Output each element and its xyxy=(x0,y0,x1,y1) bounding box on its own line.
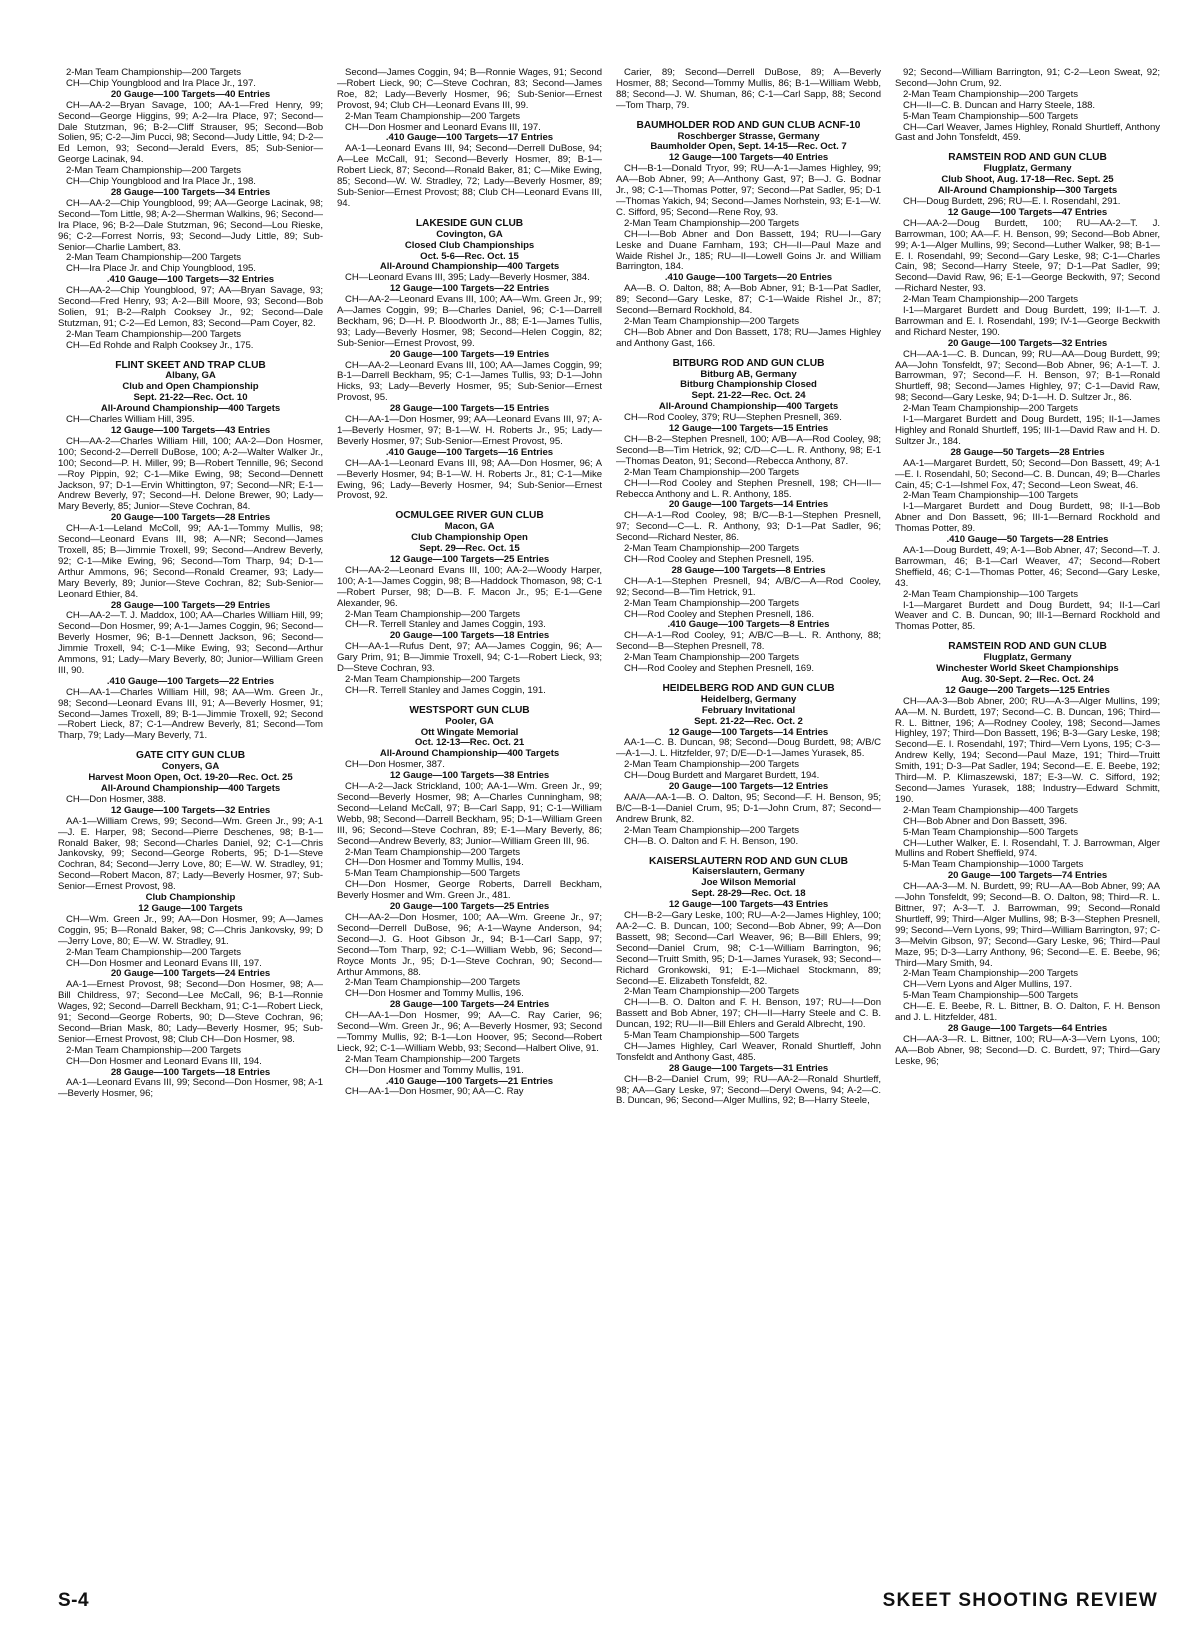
result-text: CH—AA-1—Charles William Hill, 98; AA—Wm. Green Jr., 98; Second—Leonard Evans III, 91; A—Beverly Hosmer, 91; Second—James Troxell, 89; B-1—Jimmie Troxell, 92; Second—Robert Lieck, 87; C-1—Andrew Beverly, 81; Second—Tom Tharp, 79; Lady—Mary Beverly, 71. xyxy=(58,686,323,742)
result-text: CH—Rod Cooley, 379; RU—Stephen Presnell, 369. xyxy=(624,412,842,424)
event-heading: All-Around Championship—400 Targets xyxy=(658,401,839,413)
result-text: 5-Man Team Championship—500 Targets xyxy=(345,868,520,880)
result-text: CH—I—B. O. Dalton and F. H. Benson, 197; RU—I—Don Bassett and Bob Abner, 197; CH—II—Harry Steele and C. B. Duncan, 192; RU—II—Bill Ehlers and Gerald Albrecht, 190. xyxy=(616,997,881,1031)
result-text: CH—A-2—Jack Strickland, 100; AA-1—Wm. Green Jr., 99; Second—Beverly Hosmer, 98; A—Charles Cunningham, 98; Second—Leland McCall, 97; B—Carl Sapp, 91; C-1—William Webb, 98; Second—Darrell Beckham, 95; D-1—William Green III, 96; Second—Steve Cochran, 89; E-1—Mary Beverly, 86; Second—Andrew Beverly, 83; Junior—William Green III, 96. xyxy=(337,781,602,847)
result-text: AA-1—Ernest Provost, 98; Second—Don Hosmer, 98; A—Bill Childress, 97; Second—Lee McCall, 96; B-1—Ronnie Wages, 92; Second—Darrell Beckham, 91; C-1—Robert Lieck, 91; Second—George Roberts, 90; D—Steve Cochran, 96; Second—Brian Mask, 80; Lady—Beverly Hosmer, 95; Sub-Senior—Ernest Provost, 98; Club CH—Don Hosmer, 98. xyxy=(58,979,323,1045)
event-heading: 20 Gauge—100 Targets—24 Entries xyxy=(110,968,271,980)
event-heading: Macon, GA xyxy=(444,521,495,533)
result-text: 2-Man Team Championship—200 Targets xyxy=(66,68,241,78)
event-heading: Joe Wilson Memorial xyxy=(701,877,796,889)
event-heading: 12 Gauge—100 Targets—43 Entries xyxy=(110,425,271,436)
result-text: CH—E. E. Beebe, R. L. Bittner, B. O. Dalton, F. H. Benson and J. L. Hitzfelder, 481. xyxy=(895,1001,1160,1024)
event-heading: Oct. 5-6—Rec. Oct. 15 xyxy=(420,250,519,262)
result-text: CH—AA-2—Charles William Hill, 100; AA-2—Don Hosmer, 100; Second-2—Derrell DuBose, 100; A-2—Walter Walker Jr., 100; Second—P. H. Miller, 99; B—Robert Tennille, 96; Second—Roy Pippin, 92; C-1—Mike Ewing, 98; Second—Dennett Jackson, 97; D-1—Ervin Whittington, 97; Second—NR; E-1—Andrew Beverly, 97; Second—H. Delone Brewer, 90; Lady—Mary Beverly, 85; Junior—Steve Cochran, 84. xyxy=(58,435,323,513)
result-text: CH—AA-1—Leonard Evans III, 98; AA—Don Hosmer, 96; A—Beverly Hosmer, 94; B-1—W. H. Roberts Jr., 81; C-1—Mike Ewing, 96; Lady—Beverly Hosmer, 94; Sub-Senior—Ernest Provost, 92. xyxy=(337,457,602,502)
event-heading: .410 Gauge—100 Targets—20 Entries xyxy=(664,272,833,284)
club-name: LAKESIDE GUN CLUB xyxy=(415,217,524,229)
event-heading: 20 Gauge—100 Targets—12 Entries xyxy=(668,781,829,793)
results-columns xyxy=(58,68,1160,1578)
result-text: 2-Man Team Championship—200 Targets xyxy=(903,403,1078,415)
result-text: CH—B. O. Dalton and F. H. Benson, 190. xyxy=(624,835,799,847)
event-heading: February Invitational xyxy=(701,704,796,716)
event-heading: 28 Gauge—100 Targets—8 Entries xyxy=(671,564,826,576)
event-heading: Club and Open Championship xyxy=(122,381,259,393)
event-heading: 12 Gauge—100 Targets—43 Entries xyxy=(668,899,829,911)
event-heading: .410 Gauge—100 Targets—17 Entries xyxy=(385,132,554,144)
result-text: 2-Man Team Championship—200 Targets xyxy=(624,543,799,555)
event-heading: Baumholder Open, Sept. 14-15—Rec. Oct. 7 xyxy=(650,141,847,153)
result-text: CH—Vern Lyons and Alger Mullins, 197. xyxy=(903,979,1072,991)
result-text: CH—B-2—Gary Leske, 100; RU—A-2—James Highley, 100; AA-2—C. B. Duncan, 100; Second—Bob Abner, 99; A—Don Bassett, 98; Second—Carl Weaver, 96; B—Bill Ehlers, 99; Second—Daniel Crum, 98; C-1—William Barrington, 96; Second—Truitt Smith, 95; D-1—James Yurasek, 93; Second—Richard Gronkowski, 91; E-1—Michael Stockmann, 89; Second—E. Elizabeth Tonsfeldt, 82. xyxy=(616,910,881,987)
result-text: CH—Charles William Hill, 395. xyxy=(66,414,195,426)
result-text: CH—Rod Cooley and Stephen Presnell, 195. xyxy=(624,553,814,565)
result-text: CH—Bob Abner and Don Bassett, 178; RU—James Highley and Anthony Gast, 166. xyxy=(616,326,881,349)
result-text: CH—Rod Cooley and Stephen Presnell, 186. xyxy=(624,608,814,620)
result-text: 2-Man Team Championship—200 Targets xyxy=(345,1053,520,1065)
result-text: 2-Man Team Championship—200 Targets xyxy=(624,652,799,664)
result-text: AA-1—William Crews, 99; Second—Wm. Green Jr., 99; A-1—J. E. Harper, 98; Second—Pierre Deschenes, 98; B-1—Ronald Baker, 98; Second—Charles Daniel, 92; C-1—Chris Jankovsky, 99; Second—George Roberts, 95; D-1—Steve Cochran, 84; Second—Jerry Love, 80; E—W. W. Stradley, 91; Second—Robert Macon, 87; Lady—Beverly Hosmer, 97; Sub-Senior—Ernest Provost, 98. xyxy=(58,815,323,893)
result-text: CH—Ira Place Jr. and Chip Youngblood, 195. xyxy=(66,263,256,275)
event-heading: Heidelberg, Germany xyxy=(700,693,797,705)
publication-name: SKEET SHOOTING REVIEW xyxy=(882,1590,1158,1611)
event-heading: .410 Gauge—100 Targets—8 Entries xyxy=(667,619,830,631)
event-heading: 12 Gauge—100 Targets—47 Entries xyxy=(947,206,1108,218)
result-text: 2-Man Team Championship—200 Targets xyxy=(345,110,520,122)
event-heading: 12 Gauge—100 Targets—40 Entries xyxy=(668,152,829,164)
result-text: CH—Doug Burdett and Margaret Burdett, 194. xyxy=(624,770,820,782)
result-text: CH—Don Hosmer, 387. xyxy=(345,759,445,771)
event-heading: Roschberger Strasse, Germany xyxy=(677,130,820,142)
result-text: I-1—Margaret Burdett and Doug Burdett, 199; II-1—T. J. Barrowman and E. I. Rosendahl, 199; IV-1—George Beckwith and Richard Nester, 190. xyxy=(895,305,1160,338)
event-heading: All-Around Championship—400 Targets xyxy=(100,403,281,415)
result-text: CH—Doug Burdett, 296; RU—E. I. Rosendahl, 291. xyxy=(903,195,1121,207)
club-name: RAMSTEIN ROD AND GUN CLUB xyxy=(948,641,1107,653)
result-text: CH—Rod Cooley and Stephen Presnell, 169. xyxy=(624,663,814,675)
event-heading: 12 Gauge—100 Targets—32 Entries xyxy=(110,804,271,816)
column-2 xyxy=(337,68,602,1578)
result-text: 2-Man Team Championship—100 Targets xyxy=(903,490,1078,502)
result-text: 2-Man Team Championship—200 Targets xyxy=(345,846,520,858)
event-heading: 12 Gauge—200 Targets—125 Entries xyxy=(945,684,1110,696)
result-text: CH—Ed Rohde and Ralph Cooksey Jr., 175. xyxy=(66,339,254,351)
event-heading: Conyers, GA xyxy=(161,761,220,773)
event-heading: 28 Gauge—50 Targets—28 Entries xyxy=(950,446,1105,458)
result-text: CH—AA-2—Bryan Savage, 100; AA-1—Fred Henry, 99; Second—George Higgins, 99; A-2—Ira Place, 97; Second—Dale Stutzman, 96; B-2—Cliff Strauser, 95; Second—Bob Solien, 95; C-2—Jim Pucci, 98; Second—Judy Little, 94; D-2—Ed Lemon, 93; Second—Jerald Evers, 85; Sub-Senior—George Lacinak, 94. xyxy=(58,99,323,166)
event-heading: Aug. 30-Sept. 2—Rec. Oct. 24 xyxy=(961,673,1094,685)
event-heading: 12 Gauge—100 Targets—15 Entries xyxy=(668,423,829,435)
result-text: 2-Man Team Championship—200 Targets xyxy=(345,673,520,685)
event-heading: Sept. 21-22—Rec. Oct. 24 xyxy=(691,390,806,402)
result-text: CH—AA-1—Don Hosmer, 90; AA—C. Ray xyxy=(345,1086,524,1098)
result-text: 2-Man Team Championship—200 Targets xyxy=(624,759,799,771)
event-heading: 20 Gauge—100 Targets—25 Entries xyxy=(389,901,550,913)
result-text: 5-Man Team Championship—500 Targets xyxy=(903,110,1078,122)
result-text: CH—Don Hosmer and Tommy Mullis, 191. xyxy=(345,1064,524,1076)
result-text: CH—AA-1—Don Hosmer, 99; AA—C. Ray Carier, 96; Second—Wm. Green Jr., 96; A—Beverly Hosmer, 93; Second—Tommy Mullis, 92; B-1—Lon Hoover, 95; Second—Robert Lieck, 92; C-1—William Webb, 93; Second—Halbert Olive, 91. xyxy=(337,1010,602,1054)
event-heading: Closed Club Championships xyxy=(404,239,535,251)
result-text: CH—AA-1—Don Hosmer, 99; AA—Leonard Evans III, 97; A-1—Beverly Hosmer, 97; B-1—W. H. Roberts Jr., 95; Lady—Beverly Hosmer, 97; Sub-Senior—Ernest Provost, 95. xyxy=(337,414,602,447)
event-heading: Ott Wingate Memorial xyxy=(420,726,519,738)
event-heading: Sept. 21-22—Rec. Oct. 2 xyxy=(694,715,803,727)
result-text: AA-1—C. B. Duncan, 98; Second—Doug Burdett, 98; A/B/C—A-1—J. L. Hitzfelder, 97; D/E—D-1—James Yurasek, 85. xyxy=(616,737,881,760)
result-text: CH—II—C. B. Duncan and Harry Steele, 188. xyxy=(903,99,1096,111)
result-text: 2-Man Team Championship—200 Targets xyxy=(624,824,799,836)
event-heading: 20 Gauge—100 Targets—14 Entries xyxy=(668,499,829,511)
result-text: I-1—Margaret Burdett and Doug Burdett, 94; II-1—Carl Weaver and C. B. Duncan, 90; III-1—Bernard Rockhold and Thomas Potter, 85. xyxy=(895,599,1160,633)
result-text: CH—Chip Youngblood and Ira Place Jr., 198. xyxy=(66,176,256,188)
event-heading: Bitburg AB, Germany xyxy=(700,368,797,380)
result-text: 2-Man Team Championship—200 Targets xyxy=(903,968,1078,980)
result-text: CH—R. Terrell Stanley and James Coggin, 191. xyxy=(345,684,546,696)
event-heading: .410 Gauge—100 Targets—21 Entries xyxy=(385,1075,554,1087)
result-text: CH—I—Bob Abner and Don Bassett, 194; RU—I—Gary Leske and Duane Farnham, 193; CH—II—Paul Maze and Waide Rishel Jr., 185; RU—II—Lowell Goins Jr. and William Barrington, 184. xyxy=(616,228,881,273)
event-heading: Pooler, GA xyxy=(445,715,494,727)
result-text: Carier, 89; Second—Derrell DuBose, 89; A—Beverly Hosmer, 88; Second—Tommy Mullis, 86; B-1—William Webb, 88; Second—J. W. Shuman, 86; C-1—Carl Sapp, 88; Second—Tom Tharp, 79. xyxy=(616,68,881,111)
result-text: AA—B. O. Dalton, 88; A—Bob Abner, 91; B-1—Pat Sadler, 89; Second—Gary Leske, 87; C-1—Waide Rishel Jr., 87; Second—Bernard Rockhold, 84. xyxy=(616,283,881,317)
result-text: I-1—Margaret Burdett and Doug Burdett, 98; II-1—Bob Abner and Don Bassett, 96; III-1—Bernard Rockhold and Thomas Potter, 89. xyxy=(895,501,1160,535)
event-heading: 28 Gauge—100 Targets—18 Entries xyxy=(110,1066,271,1078)
result-text: 2-Man Team Championship—200 Targets xyxy=(624,597,799,609)
club-name: GATE CITY GUN CLUB xyxy=(135,750,246,762)
event-heading: Sept. 29—Rec. Oct. 15 xyxy=(419,543,520,555)
column-4 xyxy=(895,68,1160,1578)
event-heading: Flugplatz, Germany xyxy=(983,163,1072,175)
result-text: 2-Man Team Championship—200 Targets xyxy=(624,217,799,229)
event-heading: Club Shoot, Aug. 17-18—Rec. Sept. 25 xyxy=(941,174,1114,186)
event-heading: Flugplatz, Germany xyxy=(983,652,1072,664)
page-number: S-4 xyxy=(58,1590,90,1611)
result-text: CH—Luther Walker, E. I. Rosendahl, T. J. Barrowman, Alger Mullins and Robert Sheffield, 974. xyxy=(895,837,1160,860)
result-text: 2-Man Team Championship—200 Targets xyxy=(66,946,241,958)
result-text: CH—Leonard Evans III, 395; Lady—Beverly Hosmer, 384. xyxy=(345,272,590,284)
event-heading: 20 Gauge—100 Targets—28 Entries xyxy=(110,512,271,524)
result-text: CH—AA-2—Leonard Evans III, 100; AA—James Coggin, 99; B-1—Darrell Beckham, 95; C-1—James Tullis, 93; D-1—John Hicks, 93; Lady—Beverly Hosmer, 95; Sub-Senior—Ernest Provost, 95. xyxy=(337,359,602,404)
result-text: CH—AA-2—T. J. Maddox, 100; AA—Charles William Hill, 99; Second—Don Hosmer, 99; A-1—James Coggin, 96; Second—Beverly Hosmer, 96; B-1—Dennett Jackson, 96; Second—Jimmie Troxell, 94; C-1—Mike Ewing, 93; Second—Arthur Ammons, 91; Lady—Mary Beverly, 80; Junior—William Green III, 90. xyxy=(58,610,323,676)
result-text: 2-Man Team Championship—200 Targets xyxy=(66,252,241,264)
result-text: 2-Man Team Championship—200 Targets xyxy=(903,294,1078,306)
event-heading: 28 Gauge—100 Targets—31 Entries xyxy=(668,1062,829,1074)
result-text: CH—AA-1—Rufus Dent, 97; AA—James Coggin, 96; A—Gary Prim, 91; B—Jimmie Troxell, 94; C-1—Robert Lieck, 93; D—Steve Cochran, 93. xyxy=(337,641,602,675)
event-heading: 28 Gauge—100 Targets—34 Entries xyxy=(110,186,271,198)
event-heading: Club Championship Open xyxy=(411,532,528,544)
result-text: CH—A-1—Leland McColl, 99; AA-1—Tommy Mullis, 98; Second—Leonard Evans III, 98; A—NR; Second—James Troxell, 85; B—Jimmie Troxell, 99; Second—Andrew Beverly, 92; C-1—Mike Ewing, 96; Second—Tom Tharp, 94; D-1—Arthur Ammons, 96; Second—Ronald Creamer, 93; Lady—Mary Beverly, 89; Junior—Steve Cochran, 82; Sub-Senior—Leonard Ethier, 84. xyxy=(58,523,323,600)
result-text: 2-Man Team Championship—200 Targets xyxy=(903,88,1078,100)
result-text: CH—A-1—Rod Cooley, 98; B/C—B-1—Stephen Presnell, 97; Second—C—L. R. Anthony, 93; D-1—Pat Sadler, 96; Second—Richard Nester, 86. xyxy=(616,510,881,544)
result-text: 5-Man Team Championship—1000 Targets xyxy=(903,859,1084,871)
result-text: 2-Man Team Championship—200 Targets xyxy=(66,165,241,177)
club-name: HEIDELBERG ROD AND GUN CLUB xyxy=(662,682,835,694)
event-heading: 12 Gauge—100 Targets—14 Entries xyxy=(668,726,829,738)
result-text: CH—B-2—Daniel Crum, 99; RU—AA-2—Ronald Shurtleff, 98; AA—Gary Leske, 97; Second—Deryl Owens, 94; A-2—C. B. Duncan, 96; Second—Alger Mullins, 92; B—Harry Steele, xyxy=(616,1073,881,1107)
result-text: CH—AA-2—Doug Burdett, 100; RU—AA-2—T. J. Barrowman, 100; AA—F. H. Benson, 99; Second—Bob Abner, 99; A-1—Alger Mullins, 99; Second—Luther Walker, 98; B-1—E. I. Rosendahl, 99; Second—Gary Leske, 98; C-1—Charles Cain, 98; Second—Harry Steele, 97; D-1—Pat Sadler, 99; Second—David Raw, 96; E-1—George Beckwith, 97; Second—Richard Nester, 93. xyxy=(895,217,1160,295)
result-text: 5-Man Team Championship—500 Targets xyxy=(903,826,1078,838)
result-text: CH—AA-2—Chip Youngblood, 99; AA—George Lacinak, 98; Second—Tom Little, 98; A-2—Sherman Walkins, 96; Second—Ira Place, 96; B-2—Dale Stutzman, 96; Second—Lou Rieske, 96; C-2—Forrest Norris, 93; Second—Judy Little, 89; Sub-Senior—Charlie Lambert, 83. xyxy=(58,197,323,253)
result-text: CH—B-1—Donald Tryor, 99; RU—A-1—James Highley, 99; AA—Bob Abner, 99; A—Anthony Gast, 97; B—J. G. Bodnar Jr., 98; C-1—Thomas Potter, 97; Second—Pat Sadler, 95; D-1—Thomas Yakich, 94; Second—James Norhstein, 93; E-1—W. C. Sifford, 95; Second—Rene Roy, 93. xyxy=(616,163,881,218)
result-text: CH—Wm. Green Jr., 99; AA—Don Hosmer, 99; A—James Coggin, 95; B—Ronald Baker, 98; C—Chris Jankovsky, 99; D—Jerry Love, 80; E—W. W. Stradley, 91. xyxy=(58,913,323,947)
event-heading: 28 Gauge—100 Targets—64 Entries xyxy=(947,1022,1108,1034)
event-heading: Bitburg Championship Closed xyxy=(680,379,817,391)
event-heading: .410 Gauge—100 Targets—16 Entries xyxy=(385,446,554,458)
event-heading: 20 Gauge—100 Targets—19 Entries xyxy=(389,348,550,360)
result-text: 2-Man Team Championship—200 Targets xyxy=(66,1044,241,1056)
event-heading: Sept. 28-29—Rec. Oct. 18 xyxy=(691,888,806,900)
result-text: 2-Man Team Championship—100 Targets xyxy=(903,588,1078,600)
event-heading: Kaiserslautern, Germany xyxy=(692,866,805,878)
result-text: AA-1—Margaret Burdett, 50; Second—Don Bassett, 49; A-1—E. I. Rosendahl, 50; Second—C. B. Duncan, 49; B—Charles Cain, 45; C-1—Ishmel Fox, 47; Second—Leon Sweat, 46. xyxy=(895,457,1160,491)
column-1 xyxy=(58,68,323,1578)
result-text: 2-Man Team Championship—400 Targets xyxy=(903,804,1078,816)
result-text: 2-Man Team Championship—200 Targets xyxy=(66,328,241,340)
event-heading: 12 Gauge—100 Targets xyxy=(138,902,243,914)
result-text: 92; Second—William Barrington, 91; C-2—Leon Sweat, 92; Second—John Crum, 92. xyxy=(895,68,1160,89)
result-text: CH—A-1—Stephen Presnell, 94; A/B/C—A—Rod Cooley, 92; Second—B—Tim Hetrick, 91. xyxy=(616,575,881,598)
column-3 xyxy=(616,68,881,1578)
event-heading: 20 Gauge—100 Targets—40 Entries xyxy=(110,88,271,100)
result-text: CH—James Highley, Carl Weaver, Ronald Shurtleff, John Tonsfeldt and Anthony Gast, 485. xyxy=(616,1040,881,1063)
result-text: 5-Man Team Championship—500 Targets xyxy=(903,990,1078,1002)
result-text: 5-Man Team Championship—500 Targets xyxy=(624,1030,799,1042)
result-text: CH—Don Hosmer, 388. xyxy=(66,793,166,805)
result-text: CH—AA-2—Don Hosmer, 100; AA—Wm. Greene Jr., 97; Second—Derrell DuBose, 96; A-1—Wayne Anderson, 94; Second—J. G. Hoot Gibson Jr., 94; B-1—Carl Sapp, 97; Second—Tom Tharp, 92; C-1—William Webb, 96; Second—Royce Monts Jr., 95; D-1—Steve Cochran, 90; Second—Arthur Ammons, 88. xyxy=(337,911,602,978)
club-name: BAUMHOLDER ROD AND GUN CLUB ACNF-10 xyxy=(636,119,861,131)
result-text: CH—Bob Abner and Don Bassett, 396. xyxy=(903,815,1068,827)
result-text: CH—Chip Youngblood and Ira Place Jr., 197. xyxy=(66,77,256,89)
result-text: CH—Don Hosmer and Tommy Mullis, 194. xyxy=(345,857,524,869)
event-heading: Oct. 12-13—Rec. Oct. 21 xyxy=(414,737,525,749)
result-text: CH—B-2—Stephen Presnell, 100; A/B—A—Rod Cooley, 98; Second—B—Tim Hetrick, 92; C/D—C—L. R. Anthony, 98; E-1—Thomas Deaton, 91; Second—Rebecca Anthony, 87. xyxy=(616,434,881,467)
result-text: CH—Don Hosmer and Leonard Evans III, 194. xyxy=(66,1055,262,1067)
result-text: CH—AA-3—Bob Abner, 200; RU—A-3—Alger Mullins, 199; AA—M. N. Burdett, 197; Second—C. B. Duncan, 196; Third—R. L. Bittner, 196; A—Rodney Cooley, 198; Second—James Highley, 197; Third—Don Bassett, 196; B-3—Gary Leske, 198; Second—E. I. Rosendahl, 197; Third—Vern Lyons, 195; C-3—Andrew Kelly, 194; Second—Paul Maze, 191; Third—Truitt Smith, 191; D-3—Pat Sadler, 194; Second—E. E. Beebe, 192; Third—M. P. Klimaszewski, 187; E-3—W. C. Sifford, 192; Second—James Yurasek, 188; Industry—Edward Schmitt, 190. xyxy=(895,695,1160,805)
result-text: AA/A—AA-1—B. O. Dalton, 95; Second—F. H. Benson, 95; B/C—B-1—Daniel Crum, 95; D-1—John Crum, 87; Second—Andrew Brunk, 82. xyxy=(616,792,881,825)
event-heading: 20 Gauge—100 Targets—32 Entries xyxy=(947,337,1108,349)
event-heading: Covington, GA xyxy=(436,228,503,240)
event-heading: Harvest Moon Open, Oct. 19-20—Rec. Oct. 25 xyxy=(88,772,293,784)
event-heading: 28 Gauge—100 Targets—29 Entries xyxy=(110,599,271,611)
result-text: CH—I—Rod Cooley and Stephen Presnell, 198; CH—II—Rebecca Anthony and L. R. Anthony, 185. xyxy=(616,477,881,500)
event-heading: 28 Gauge—100 Targets—24 Entries xyxy=(389,999,550,1011)
club-name: BITBURG ROD AND GUN CLUB xyxy=(672,357,825,369)
result-text: 2-Man Team Championship—200 Targets xyxy=(624,315,799,327)
result-text: CH—Don Hosmer, George Roberts, Darrell Beckham, Beverly Hosmer and Wm. Green Jr., 481. xyxy=(337,879,602,902)
event-heading: All-Around Championship—400 Targets xyxy=(100,783,281,794)
result-text: CH—AA-3—M. N. Burdett, 99; RU—AA—Bob Abner, 99; AA—John Tonsfeldt, 99; Second—B. O. Dalton, 98; Third—R. L. Bittner, 97; A-3—T. J. Barrowman, 99; Second—Ronald Shurtleff, 99; Third—Alger Mullins, 98; B-3—Stephen Presnell, 99; Second—Vern Lyons, 99; Third—William Barrington, 97; C-3—Melvin Gibson, 97; Second—Gary Leske, 96; Third—Paul Maze, 95; D-3—Larry Anthony, 96; Second—E. E. Beebe, 96; Third—Mary Smith, 94. xyxy=(895,881,1160,969)
event-heading: .410 Gauge—50 Targets—28 Entries xyxy=(946,534,1109,546)
result-text: CH—AA-3—R. L. Bittner, 100; RU—A-3—Vern Lyons, 100; AA—Bob Abner, 98; Second—D. C. Burdett, 97; Third—Gary Leske, 96; xyxy=(895,1033,1160,1067)
event-heading: Albany, GA xyxy=(165,370,216,382)
result-text: CH—Don Hosmer and Leonard Evans III, 197. xyxy=(345,121,541,133)
event-heading: All-Around Championship—400 Targets xyxy=(379,261,560,273)
club-name: OCMULGEE RIVER GUN CLUB xyxy=(395,510,544,522)
result-text: CH—AA-2—Leonard Evans III, 100; AA—Wm. Green Jr., 99; A—James Coggin, 99; B—Charles Daniel, 96; C-1—Darrell Beckham, 96; D—H. P. Bloodworth Jr., 88; E-1—James Tullis, 93; Lady—Beverly Hosmer, 98; Second—Helen Coggin, 82; Sub-Senior—Ernest Provost, 99. xyxy=(337,294,602,349)
event-heading: .410 Gauge—100 Targets—22 Entries xyxy=(106,675,275,687)
result-text: AA-1—Leonard Evans III, 94; Second—Derrell DuBose, 94; A—Lee McCall, 91; Second—Beverly Hosmer, 89; B-1—Robert Lieck, 87; Second—Ronald Baker, 81; C—Mike Ewing, 85; Second—W. W. Stradley, 72; Lady—Beverly Hosmer, 89; Sub-Senior—Ernest Provost; 88; Club CH—Leonard Evans III, 94. xyxy=(337,143,602,209)
result-text: CH—AA-2—Leonard Evans III, 100; AA-2—Woody Harper, 100; A-1—James Coggin, 98; B—Haddock Thomason, 98; C-1—Robert Purser, 98; D—B. F. Macon Jr., 95; E-1—Gene Alexander, 96. xyxy=(337,564,602,609)
result-text: CH—AA-1—C. B. Duncan, 99; RU—AA—Doug Burdett, 99; AA—John Tonsfeldt, 97; Second—Bob Abner, 96; A-1—T. J. Barrowman, 97; Second—F. H. Benson, 97; B-1—Ronald Shurtleff, 98; Second—James Highley, 97; C-1—David Raw, 98; Second—Gary Leske, 94; D-1—H. D. Sultzer Jr., 86. xyxy=(895,348,1160,404)
result-text: Second—James Coggin, 94; B—Ronnie Wages, 91; Second—Robert Lieck, 90; C—Steve Cochran, 83; Second—James Roe, 82; Lady—Beverly Hosmer, 96; Sub-Senior—Ernest Provost, 94; Club CH—Leonard Evans III, 99. xyxy=(337,68,602,111)
result-text: CH—AA-2—Chip Youngblood, 97; AA—Bryan Savage, 93; Second—Fred Henry, 93; A-2—Bill Moore, 93; Second—Bob Solien, 91; B-2—Ralph Cooksey Jr., 92; Second—Dale Stutzman, 91; C-2—Ed Lemon, 83; Second—Pam Coyer, 82. xyxy=(58,285,323,329)
result-text: AA-1—Doug Burdett, 49; A-1—Bob Abner, 47; Second—T. J. Barrowman, 46; B-1—Carl Weaver, 47; Second—Robert Sheffield, 46; C-1—Thomas Potter, 46; Second—Gary Leske, 43. xyxy=(895,544,1160,589)
event-heading: 12 Gauge—100 Targets—25 Entries xyxy=(389,553,550,565)
result-text: CH—Don Hosmer and Leonard Evans III, 197. xyxy=(66,957,262,969)
result-text: CH—Carl Weaver, James Highley, Ronald Shurtleff, Anthony Gast and John Tonsfeldt, 459. xyxy=(895,121,1160,144)
event-heading: .410 Gauge—100 Targets—32 Entries xyxy=(106,274,275,286)
event-heading: All-Around Championship—400 Targets xyxy=(379,748,560,760)
event-heading: 20 Gauge—100 Targets—74 Entries xyxy=(947,870,1108,882)
result-text: AA-1—Leonard Evans III, 99; Second—Don Hosmer, 98; A-1—Beverly Hosmer, 96; xyxy=(58,1077,323,1100)
result-text: CH—R. Terrell Stanley and James Coggin, 193. xyxy=(345,619,546,631)
event-heading: Club Championship xyxy=(145,892,236,904)
club-name: WESTSPORT GUN CLUB xyxy=(409,704,530,716)
event-heading: 12 Gauge—100 Targets—22 Entries xyxy=(389,283,550,295)
event-heading: Winchester World Skeet Championships xyxy=(936,663,1119,675)
event-heading: Sept. 21-22—Rec. Oct. 10 xyxy=(133,392,248,404)
event-heading: All-Around Championship—300 Targets xyxy=(937,185,1118,197)
event-heading: 12 Gauge—100 Targets—38 Entries xyxy=(389,770,550,782)
result-text: I-1—Margaret Burdett and Doug Burdett, 195; II-1—James Highley and Ronald Shurtleff, 195; III-1—David Raw and H. D. Sultzer Jr., 184. xyxy=(895,414,1160,447)
result-text: 2-Man Team Championship—200 Targets xyxy=(624,466,799,478)
result-text: 2-Man Team Championship—200 Targets xyxy=(345,608,520,620)
result-text: 2-Man Team Championship—200 Targets xyxy=(345,977,520,989)
result-text: CH—A-1—Rod Cooley, 91; A/B/C—B—L. R. Anthony, 88; Second—B—Stephen Presnell, 78. xyxy=(616,630,881,653)
event-heading: 20 Gauge—100 Targets—18 Entries xyxy=(389,630,550,642)
event-heading: 28 Gauge—100 Targets—15 Entries xyxy=(389,403,550,415)
result-text: 2-Man Team Championship—200 Targets xyxy=(624,986,799,998)
club-name: RAMSTEIN ROD AND GUN CLUB xyxy=(948,152,1107,164)
club-name: FLINT SKEET AND TRAP CLUB xyxy=(115,359,266,371)
result-text: CH—Don Hosmer and Tommy Mullis, 196. xyxy=(345,988,524,1000)
club-name: KAISERSLAUTERN ROD AND GUN CLUB xyxy=(649,855,848,867)
